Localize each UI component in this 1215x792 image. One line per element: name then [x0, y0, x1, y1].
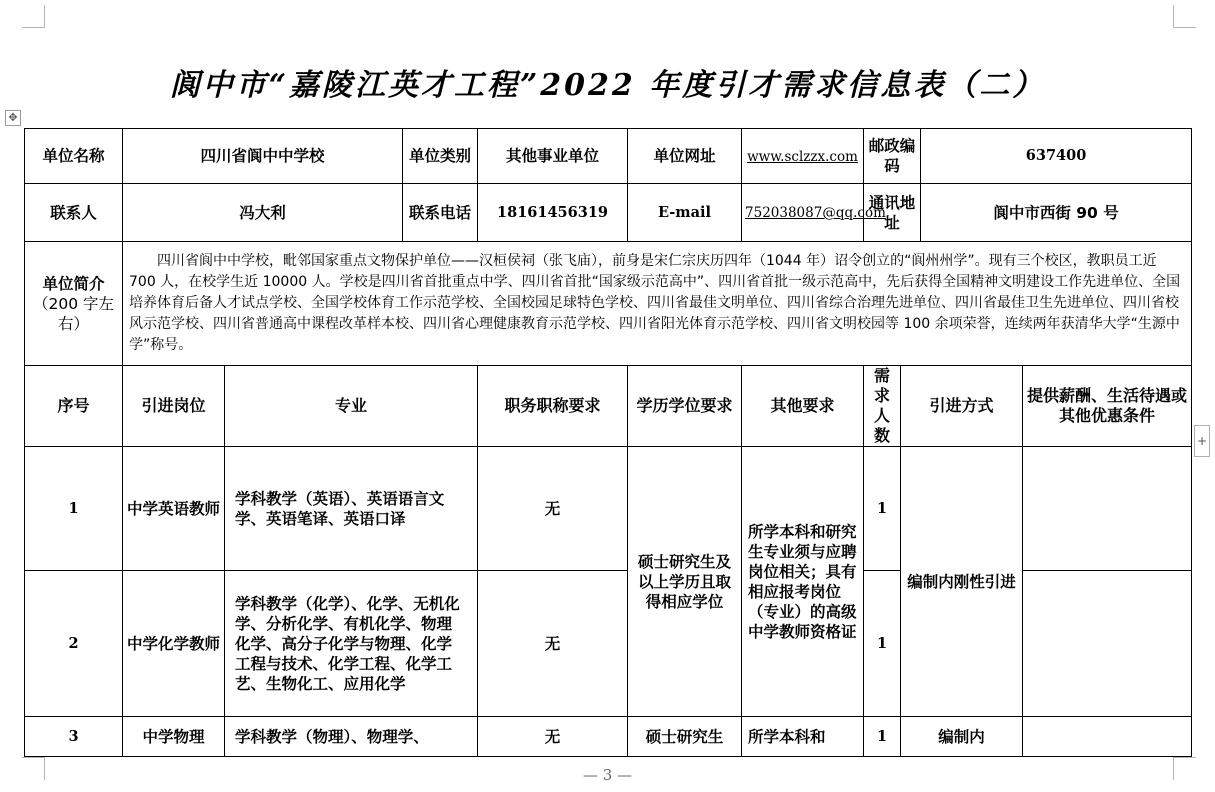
- website-label: 单位网址: [628, 129, 742, 184]
- intro-text: 四川省阆中中学校，毗邻国家重点文物保护单位——汉桓侯祠（张飞庙），前身是宋仁宗庆历四年（1044 年）诏令创立的“阆州州学”。现有三个校区，教职员工近 700 人，在校学生近 10000 人。学校是四川省首批重点中学、四川省首批“国家级示范高中”、四川省首批一级示范高中，先后获得全国精神文明建设工作先进单位、全国培养体育后备人才试点学校、全国学校体育工作示范学校、全国校园足球特色学校、四川省最佳文明单位、四川省综合治理先进单位、四川省最佳卫生先进单位、四川省校风示范学校、四川省普通高中课程改革样本校、四川省心理健康教育示范学校、四川省阳光体育示范学校、四川省文明校园等 100 余项荣誉，连续两年获清华大学“生源中学”称号。: [123, 242, 1192, 366]
- row-title-req: 无: [478, 447, 628, 571]
- header-edu-req: 学历学位要求: [628, 366, 742, 447]
- table-row: [25, 447, 1192, 571]
- postcode-label: 邮政编码: [864, 129, 921, 184]
- page-number: — 3 —: [582, 766, 633, 784]
- row-benefits: [1023, 447, 1192, 571]
- row-major: 学科教学（物理）、物理学、: [225, 717, 478, 757]
- header-benefits: 提供薪酬、生活待遇或其他优惠条件: [1023, 366, 1192, 447]
- address-label: 通讯地址: [864, 184, 921, 242]
- address-value: 阆中市西街 90 号: [921, 184, 1192, 242]
- contact-row: [25, 184, 1192, 242]
- intro-label: 单位简介: [42, 274, 105, 293]
- postcode-value: 637400: [921, 129, 1192, 184]
- row-benefits: [1023, 571, 1192, 717]
- table-row: [25, 717, 1192, 757]
- row-count: 1: [864, 717, 901, 757]
- phone-value: 18161456319: [478, 184, 628, 242]
- row-edu-req: 硕士研究生: [628, 717, 742, 757]
- intro-note: （200 字左右）: [32, 294, 114, 333]
- shared-method: 编制内刚性引进: [901, 447, 1023, 717]
- row-position: 中学物理: [123, 717, 225, 757]
- email-value: [742, 184, 886, 242]
- contact-value: 冯大利: [123, 184, 403, 242]
- unit-type-label: 单位类别: [403, 129, 478, 184]
- row-index: 2: [25, 571, 123, 717]
- row-method: 编制内: [901, 717, 1023, 757]
- crop-mark-top-left: [22, 5, 45, 28]
- row-title-req: 无: [478, 571, 628, 717]
- row-index: 3: [25, 717, 123, 757]
- unit-name-label: 单位名称: [25, 129, 123, 184]
- header-index: 序号: [25, 366, 123, 447]
- website-link[interactable]: www.sclzzx.com: [747, 148, 858, 165]
- header-method: 引进方式: [901, 366, 1023, 447]
- table-move-handle-icon[interactable]: ✥: [5, 110, 21, 126]
- row-title-req: 无: [478, 717, 628, 757]
- shared-other-req: 所学本科和研究生专业须与应聘岗位相关；具有相应报考岗位（专业）的高级中学教师资格证: [742, 447, 864, 717]
- document-title: 阆中市“嘉陵江英才工程”2022 年度引才需求信息表（二）: [169, 68, 1046, 103]
- intro-row: [25, 242, 1192, 366]
- row-benefits: [1023, 717, 1192, 757]
- crop-mark-top-right: [1173, 5, 1196, 28]
- column-header-row: [25, 366, 1192, 447]
- row-count: 1: [864, 447, 901, 571]
- email-label: E-mail: [628, 184, 742, 242]
- phone-label: 联系电话: [403, 184, 478, 242]
- row-major: 学科教学（化学）、化学、无机化学、分析化学、有机化学、物理化学、高分子化学与物理、化学工程与技术、化学工程、化学工艺、生物化工、应用化学: [225, 571, 478, 717]
- row-other-req: 所学本科和: [742, 717, 864, 757]
- unit-name-row: [25, 129, 1192, 184]
- header-other-req: 其他要求: [742, 366, 864, 447]
- header-position: 引进岗位: [123, 366, 225, 447]
- unit-type-value: 其他事业单位: [478, 129, 628, 184]
- contact-label: 联系人: [25, 184, 123, 242]
- recruitment-table: [24, 128, 1192, 757]
- email-link[interactable]: 752038087@qq.com: [745, 205, 886, 221]
- unit-name-value: 四川省阆中中学校: [123, 129, 403, 184]
- add-column-handle-icon[interactable]: +: [1194, 425, 1210, 457]
- shared-edu-req: 硕士研究生及以上学历且取得相应学位: [628, 447, 742, 717]
- row-major: 学科教学（英语）、英语语言文学、英语笔译、英语口译: [225, 447, 478, 571]
- row-count: 1: [864, 571, 901, 717]
- header-major: 专业: [225, 366, 478, 447]
- row-position: 中学化学教师: [123, 571, 225, 717]
- row-index: 1: [25, 447, 123, 571]
- intro-label-cell: [25, 242, 123, 366]
- row-position: 中学英语教师: [123, 447, 225, 571]
- website-value: [742, 129, 864, 184]
- header-count: 需求人数: [864, 366, 901, 447]
- header-title-req: 职务职称要求: [478, 366, 628, 447]
